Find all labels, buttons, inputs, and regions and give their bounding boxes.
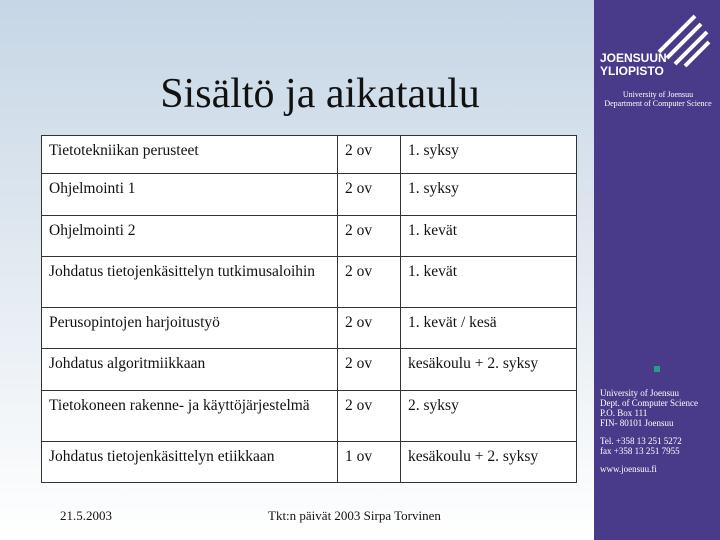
table-row: [42, 391, 577, 442]
credits-cell: 2 ov: [338, 257, 401, 308]
contact-line: Dept. of Computer Science: [600, 398, 698, 408]
footer-text: Tkt:n päivät 2003 Sirpa Torvinen: [268, 508, 441, 523]
credits-cell: 2 ov: [338, 308, 401, 349]
course-cell: Johdatus tietojenkäsittelyn etiikkaan: [42, 442, 338, 483]
table-row: [42, 136, 577, 174]
credits-cell: 2 ov: [338, 136, 401, 174]
schedule-cell: 1. kevät: [401, 216, 577, 257]
schedule-cell: 1. syksy: [401, 136, 577, 174]
table-row: [42, 174, 577, 216]
course-cell: Tietotekniikan perusteet: [42, 136, 338, 174]
table-row: [42, 349, 577, 391]
brand-line1: JOENSUUN: [600, 51, 667, 65]
brand-sub2: Department of Computer Science: [604, 99, 712, 108]
schedule-cell: kesäkoulu + 2. syksy: [401, 349, 577, 391]
table-row: [42, 216, 577, 257]
schedule-cell: 1. kevät / kesä: [401, 308, 577, 349]
course-cell: Ohjelmointi 2: [42, 216, 338, 257]
schedule-cell: 2. syksy: [401, 391, 577, 442]
schedule-cell: kesäkoulu + 2. syksy: [401, 442, 577, 483]
credits-cell: 1 ov: [338, 442, 401, 483]
table-row: [42, 308, 577, 349]
footer-date: 21.5.2003: [60, 508, 112, 523]
course-cell: Ohjelmointi 1: [42, 174, 338, 216]
contact-line: P.O. Box 111: [600, 408, 648, 418]
contact-fax: fax +358 13 251 7955: [600, 446, 680, 456]
brand-sub1: University of Joensuu: [622, 90, 694, 99]
credits-cell: 2 ov: [338, 349, 401, 391]
contact-line: FIN- 80101 Joensuu: [600, 418, 674, 428]
slide-title: Sisältö ja aikataulu: [160, 71, 480, 117]
schedule-cell: 1. kevät: [401, 257, 577, 308]
contact-info: [600, 388, 720, 474]
course-cell: Johdatus tietojenkäsittelyn tutkimusaloihin: [42, 257, 338, 308]
course-cell: Tietokoneen rakenne- ja käyttöjärjestelmä: [42, 391, 338, 442]
course-cell: Johdatus algoritmiikkaan: [42, 349, 338, 391]
credits-cell: 2 ov: [338, 174, 401, 216]
contact-line: University of Joensuu: [600, 388, 679, 398]
table-row: [42, 442, 577, 483]
credits-cell: 2 ov: [338, 216, 401, 257]
schedule-table: [41, 135, 577, 483]
brand-line2: YLIOPISTO: [600, 64, 664, 78]
course-cell: Perusopintojen harjoitustyö: [42, 308, 338, 349]
table-row: [42, 257, 577, 308]
contact-www: www.joensuu.fi: [600, 464, 657, 474]
schedule-cell: 1. syksy: [401, 174, 577, 216]
bullet-icon: [654, 366, 660, 372]
contact-tel: Tel. +358 13 251 5272: [600, 436, 682, 446]
credits-cell: 2 ov: [338, 391, 401, 442]
